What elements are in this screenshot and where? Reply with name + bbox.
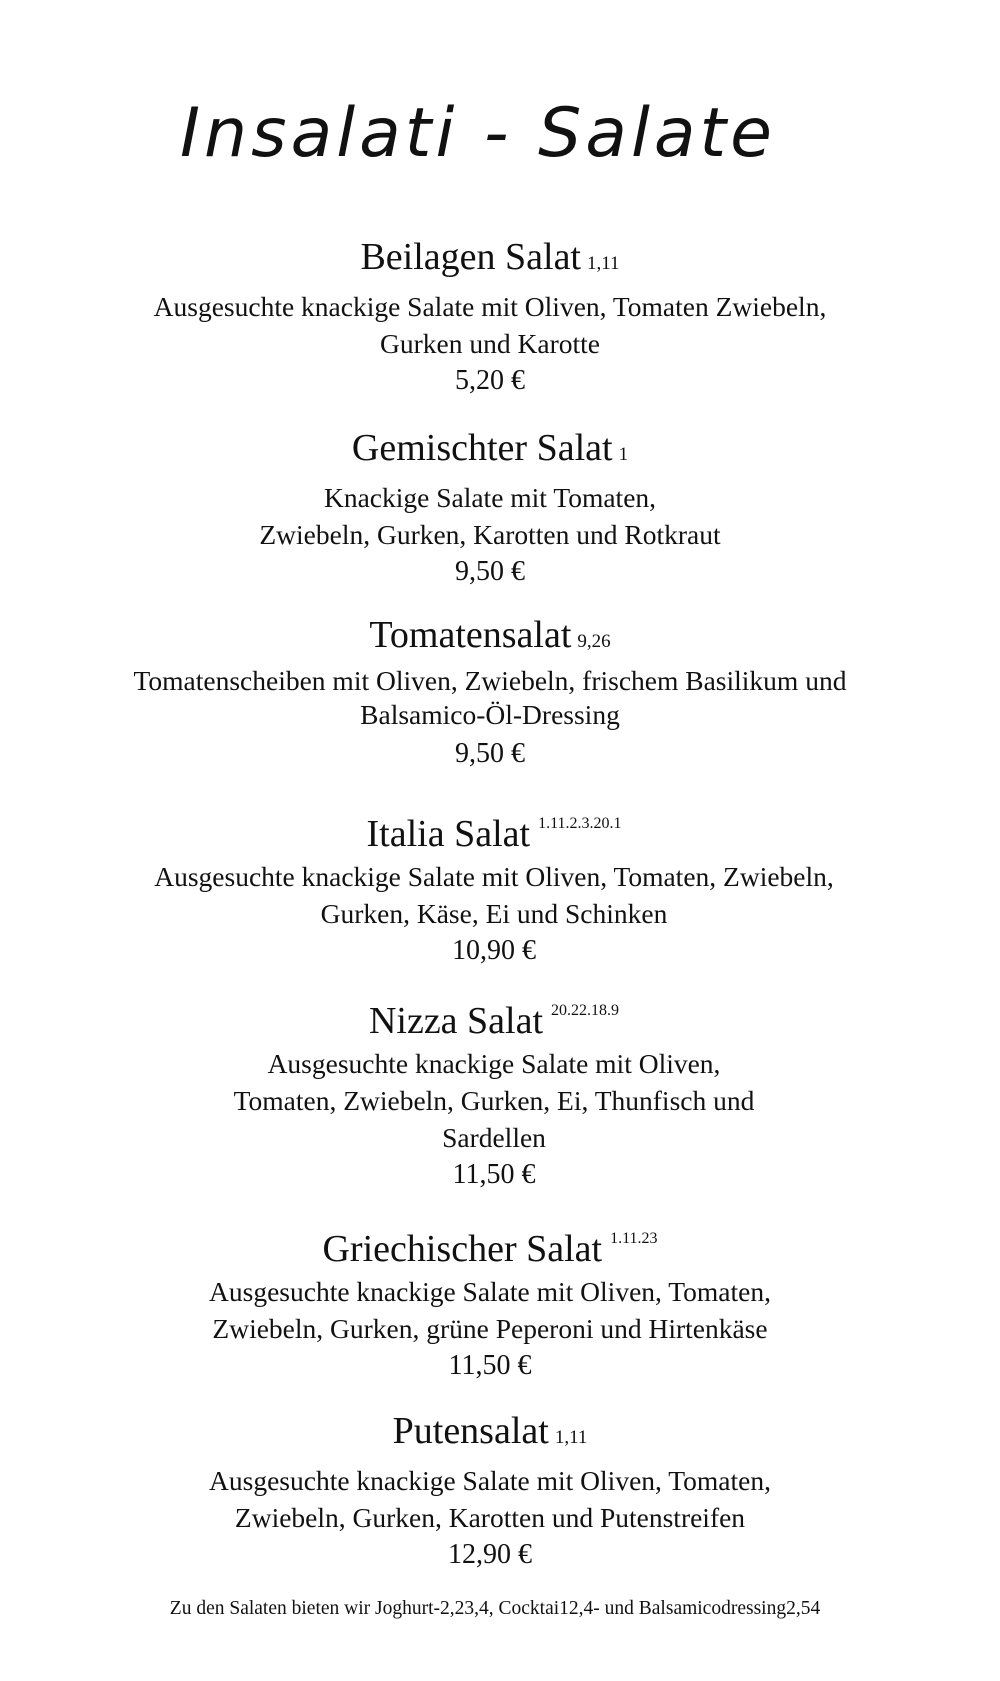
item-description: Tomatenscheiben mit Oliven, Zwiebeln, frischem Basilikum und bbox=[133, 665, 847, 696]
item-name: Tomatensalat bbox=[369, 614, 572, 656]
item-description: Ausgesuchte knackige Salate mit Oliven, Tomaten, bbox=[209, 1465, 771, 1496]
item-description: Tomaten, Zwiebeln, Gurken, Ei, Thunfisch und bbox=[233, 1085, 755, 1116]
menu-item bbox=[0, 989, 994, 1194]
item-allergens: 20.22.18.9 bbox=[551, 1002, 620, 1019]
item-description: Ausgesuchte knackige Salate mit Oliven, Tomaten, bbox=[209, 1276, 771, 1307]
item-allergens: 1.11.23 bbox=[610, 1230, 658, 1247]
menu-item bbox=[0, 1409, 990, 1574]
item-description: Gurken, Käse, Ei und Schinken bbox=[320, 898, 668, 929]
item-allergens: 1 bbox=[618, 444, 629, 465]
item-allergens: 1,11 bbox=[554, 1427, 588, 1448]
item-description: Zwiebeln, Gurken, Karotten und Rotkraut bbox=[259, 519, 721, 550]
item-name-line bbox=[0, 426, 990, 477]
item-description: Ausgesuchte knackige Salate mit Oliven, bbox=[267, 1048, 721, 1079]
item-price: 5,20 € bbox=[455, 365, 525, 396]
item-allergens: 1.11.2.3.20.1 bbox=[538, 815, 622, 832]
item-name-line bbox=[0, 613, 990, 664]
menu-item bbox=[0, 1217, 990, 1385]
dressing-note: Zu den Salaten bieten wir Joghurt-2,23,4, Cocktai12,4- und Balsamicodressing2,54 bbox=[169, 1598, 821, 1619]
item-name: Beilagen Salat bbox=[360, 236, 581, 278]
item-description: Gurken und Karotte bbox=[380, 328, 600, 359]
item-description: Knackige Salate mit Tomaten, bbox=[323, 482, 657, 513]
item-price: 10,90 € bbox=[452, 935, 536, 966]
item-name-line bbox=[0, 802, 994, 856]
menu-item bbox=[0, 613, 990, 773]
page-title: Insalati - Salate bbox=[179, 94, 777, 173]
item-description: Balsamico-Öl-Dressing bbox=[360, 699, 620, 730]
item-description: Ausgesuchte knackige Salate mit Oliven, Tomaten Zwiebeln, bbox=[153, 291, 827, 322]
item-allergens: 1,11 bbox=[587, 253, 620, 274]
item-name: Putensalat bbox=[392, 1410, 549, 1452]
item-price: 11,50 € bbox=[452, 1159, 536, 1190]
item-name-line bbox=[0, 235, 990, 286]
item-price: 9,50 € bbox=[455, 556, 525, 587]
item-name-line bbox=[0, 1409, 990, 1460]
menu-item bbox=[0, 802, 994, 970]
item-description: Zwiebeln, Gurken, Karotten und Putenstreifen bbox=[234, 1502, 746, 1533]
menu-item bbox=[0, 426, 990, 591]
item-allergens: 9,26 bbox=[577, 631, 611, 652]
item-name-line bbox=[0, 1217, 990, 1271]
item-price: 11,50 € bbox=[448, 1350, 532, 1381]
item-description: Ausgesuchte knackige Salate mit Oliven, Tomaten, Zwiebeln, bbox=[154, 861, 834, 892]
item-name-line bbox=[0, 989, 994, 1043]
item-price: 12,90 € bbox=[448, 1539, 532, 1570]
item-name: Griechischer Salat bbox=[322, 1228, 603, 1270]
menu-item bbox=[0, 235, 990, 400]
item-price: 9,50 € bbox=[455, 738, 525, 769]
item-name: Gemischter Salat bbox=[351, 427, 613, 469]
item-description: Sardellen bbox=[442, 1122, 546, 1153]
item-description: Zwiebeln, Gurken, grüne Peperoni und Hirtenkäse bbox=[212, 1313, 768, 1344]
item-name: Nizza Salat bbox=[368, 1000, 544, 1042]
item-name: Italia Salat bbox=[366, 813, 531, 855]
